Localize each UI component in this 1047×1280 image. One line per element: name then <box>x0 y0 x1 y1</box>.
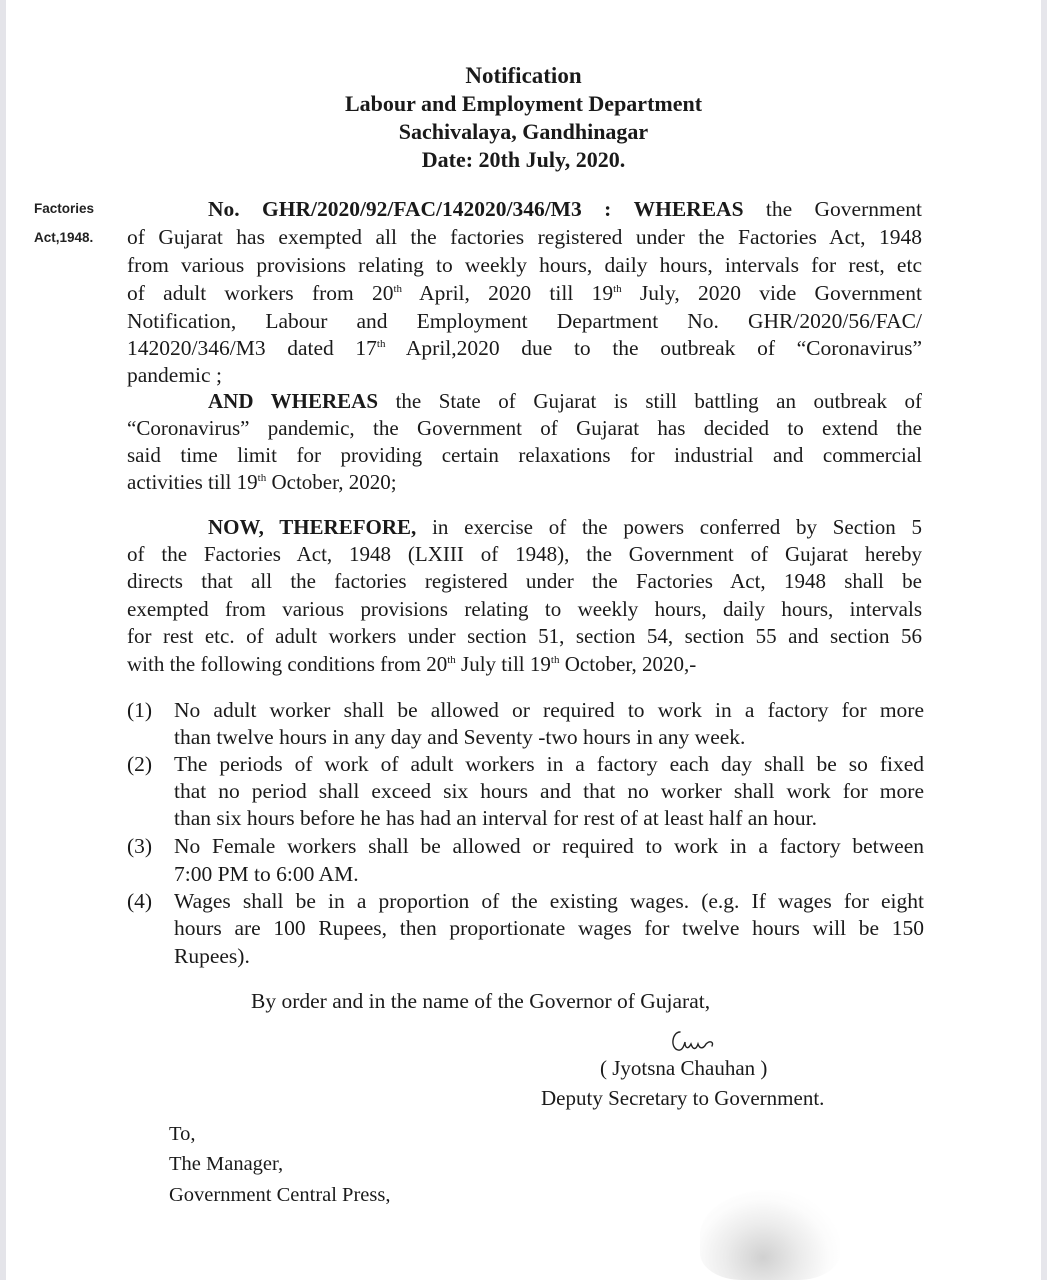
notification-number: No. GHR/2020/92/FAC/142020/346/M3 : <box>208 197 612 221</box>
para2-line4: activities till 19th October, 2020; <box>127 470 397 494</box>
signatory-name: ( Jyotsna Chauhan ) <box>600 1056 768 1080</box>
para2-line3: said time limit for providing certain relaxations for industrial and commercial <box>127 443 922 467</box>
para3-line2: of the Factories Act, 1948 (LXIII of 1948), the Government of Gujarat hereby <box>127 542 922 566</box>
page-edge-left <box>0 0 6 1280</box>
condition-number: (3) <box>127 834 153 858</box>
condition-number: (1) <box>127 698 153 722</box>
now-therefore-keyword: NOW, THEREFORE, <box>208 515 417 539</box>
condition-number: (4) <box>127 889 153 913</box>
document-title: Notification <box>465 63 582 88</box>
condition-2-line3: than six hours before he has had an interval for rest of at least half an hour. <box>174 806 817 830</box>
and-whereas-keyword: AND WHEREAS <box>208 389 379 413</box>
order-line: By order and in the name of the Governor of Gujarat, <box>251 989 711 1013</box>
margin-note-line2: Act,1948. <box>34 230 94 245</box>
condition-4-line3: Rupees). <box>174 944 250 968</box>
para1-line4: of adult workers from 20th April, 2020 till 19th July, 2020 vide Government <box>127 281 922 305</box>
condition-3-line2: 7:00 PM to 6:00 AM. <box>174 862 359 886</box>
margin-note-line1: Factories <box>34 201 95 216</box>
condition-3-line1: No Female workers shall be allowed or required to work in a factory between <box>174 834 924 858</box>
para3-line5: for rest etc. of adult workers under section 51, section 54, section 55 and section 56 <box>127 624 922 648</box>
para2-line1: AND WHEREAS the State of Gujarat is still battling an outbreak of <box>208 389 922 413</box>
para1-line3: from various provisions relating to weekly hours, daily hours, intervals for rest, etc <box>127 253 922 277</box>
page-edge-right <box>1041 0 1047 1280</box>
stamp-smudge <box>700 1190 840 1280</box>
para3-line6: with the following conditions from 20th July till 19th October, 2020,- <box>127 652 697 676</box>
recipient-line2: Government Central Press, <box>169 1184 391 1206</box>
para3-line4: exempted from various provisions relating to weekly hours, daily hours, intervals <box>127 597 922 621</box>
department-name: Labour and Employment Department <box>344 91 703 116</box>
notification-date: Date: 20th July, 2020. <box>421 147 626 172</box>
recipient-to: To, <box>169 1123 196 1145</box>
para3-line3: directs that all the factories registered under the Factories Act, 1948 shall be <box>127 569 922 593</box>
condition-4-line2: hours are 100 Rupees, then proportionate wages for twelve hours will be 150 <box>174 916 924 940</box>
condition-1-line1: No adult worker shall be allowed or required to work in a factory for more <box>174 698 924 722</box>
whereas-keyword: WHEREAS <box>633 197 744 221</box>
signature-icon <box>666 1026 736 1058</box>
condition-2-line1: The periods of work of adult workers in a factory each day shall be so fixed <box>174 752 924 776</box>
signatory-title: Deputy Secretary to Government. <box>541 1086 825 1110</box>
condition-number: (2) <box>127 752 153 776</box>
condition-2-line2: that no period shall exceed six hours and that no worker shall work for more <box>174 779 924 803</box>
para2-line2: “Coronavirus” pandemic, the Government of Gujarat has decided to extend the <box>127 416 922 440</box>
para1-line1: No. GHR/2020/92/FAC/142020/346/M3 : WHEREAS the Government <box>208 197 923 221</box>
para1-line2: of Gujarat has exempted all the factories registered under the Factories Act, 1948 <box>127 225 922 249</box>
office-location: Sachivalaya, Gandhinagar <box>398 119 649 144</box>
para1-line7: pandemic ; <box>127 363 222 387</box>
para1-line6: 142020/346/M3 dated 17th April,2020 due to the outbreak of “Coronavirus” <box>127 336 922 360</box>
para1-line5: Notification, Labour and Employment Department No. GHR/2020/56/FAC/ <box>127 309 922 333</box>
condition-4-line1: Wages shall be in a proportion of the existing wages. (e.g. If wages for eight <box>174 889 924 913</box>
condition-1-line2: than twelve hours in any day and Seventy -two hours in any week. <box>174 725 746 749</box>
recipient-line1: The Manager, <box>169 1153 284 1175</box>
para3-line1: NOW, THEREFORE, in exercise of the powers conferred by Section 5 <box>208 515 922 539</box>
